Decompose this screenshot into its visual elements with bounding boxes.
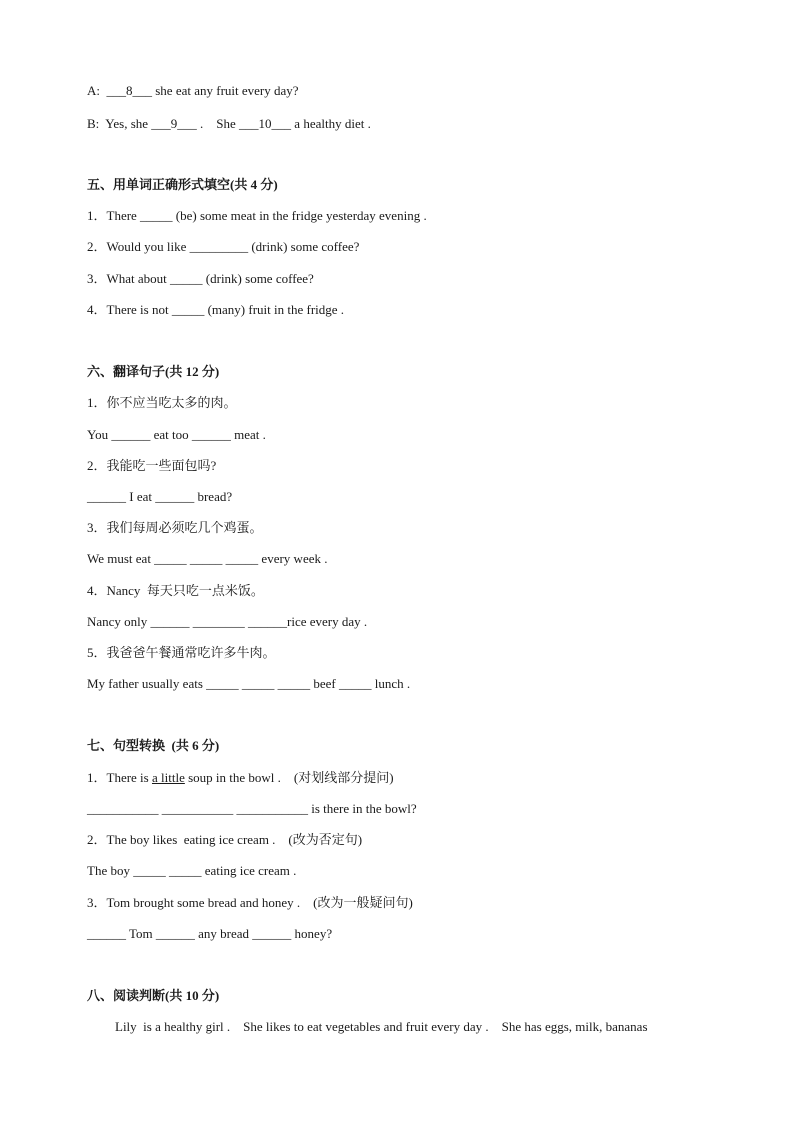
question-item: 4．Nancy 每天只吃一点米饭。 bbox=[87, 583, 264, 598]
section-7-heading: 七、句型转换 (共 6 分) bbox=[87, 738, 220, 753]
question-item: 5．我爸爸午餐通常吃许多牛肉。 bbox=[87, 645, 276, 660]
question-item: 1．There _____ (be) some meat in the fridge yesterday evening . bbox=[87, 208, 427, 223]
answer-line: ______ I eat ______ bread? bbox=[87, 489, 233, 504]
section-6-heading: 六、翻译句子(共 12 分) bbox=[87, 364, 220, 379]
question-text: soup in the bowl . (对划线部分提问) bbox=[184, 770, 394, 785]
question-item: 2．Would you like _________ (drink) some coffee? bbox=[87, 239, 360, 254]
question-item bbox=[87, 769, 394, 787]
question-item: 2．我能吃一些面包吗? bbox=[87, 458, 217, 473]
answer-line: ______ Tom ______ any bread ______ honey? bbox=[87, 926, 333, 941]
section-8-heading: 八、阅读判断(共 10 分) bbox=[87, 988, 220, 1003]
dialogue-line-b: B: Yes, she ___9___ . She ___10___ a healthy diet . bbox=[87, 116, 371, 131]
question-item: 2．The boy likes eating ice cream . (改为否定句) bbox=[87, 832, 363, 847]
question-item: 4．There is not _____ (many) fruit in the fridge . bbox=[87, 302, 345, 317]
question-text: 1．There is bbox=[87, 770, 152, 785]
answer-line: You ______ eat too ______ meat . bbox=[87, 427, 266, 442]
answer-line: The boy _____ _____ eating ice cream . bbox=[87, 863, 297, 878]
question-item: 3．Tom brought some bread and honey . (改为一般疑问句) bbox=[87, 895, 413, 910]
question-item: 3．我们每周必须吃几个鸡蛋。 bbox=[87, 520, 263, 535]
answer-line: ___________ ___________ ___________ is there in the bowl? bbox=[87, 801, 417, 816]
answer-line: Nancy only ______ ________ ______rice every day . bbox=[87, 614, 368, 629]
dialogue-line-a: A: ___8___ she eat any fruit every day? bbox=[87, 83, 299, 98]
question-item: 3．What about _____ (drink) some coffee? bbox=[87, 271, 314, 286]
answer-line: My father usually eats _____ _____ _____ beef _____ lunch . bbox=[87, 676, 411, 691]
reading-passage: Lily is a healthy girl . She likes to eat vegetables and fruit every day . She has eggs, milk, bananas bbox=[115, 1019, 648, 1034]
question-item: 1．你不应当吃太多的肉。 bbox=[87, 395, 237, 410]
section-5-heading: 五、用单词正确形式填空(共 4 分) bbox=[87, 177, 278, 192]
underlined-phrase: a little bbox=[151, 770, 185, 785]
answer-line: We must eat _____ _____ _____ every week . bbox=[87, 551, 328, 566]
